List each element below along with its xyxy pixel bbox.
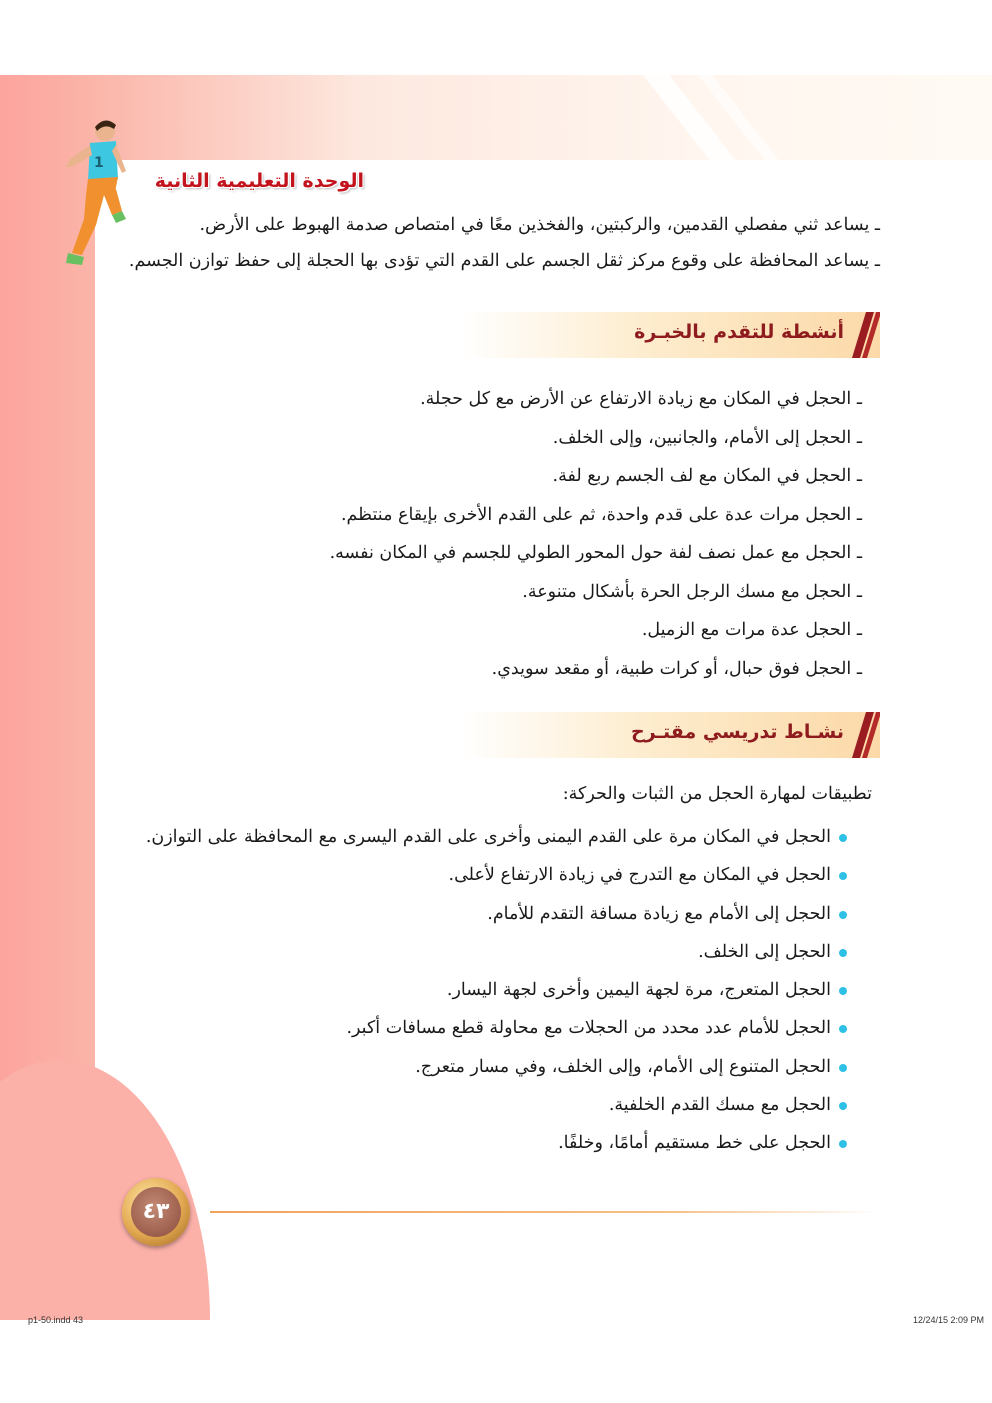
heading-stripes-icon	[852, 312, 880, 358]
list-item	[127, 971, 847, 1009]
bullet-dot-icon	[839, 834, 847, 842]
list-item: ـ الحجل مع مسك الرجل الحرة بأشكال متنوعة.	[162, 573, 862, 612]
bullet-dot-icon	[839, 1102, 847, 1110]
section-heading-activity	[460, 712, 880, 758]
suggested-activity-list	[127, 818, 847, 1163]
list-item: ـ الحجل مرات عدة على قدم واحدة، ثم على القدم الأخرى بإيقاع منتظم.	[162, 496, 862, 535]
page-number: ٤٣	[131, 1187, 181, 1237]
bullet-dot-icon	[839, 987, 847, 995]
bullet-dot-icon	[839, 1064, 847, 1072]
section-title: نشـاط تدريسي مقتـرح	[631, 721, 844, 743]
list-item-text: الحجل إلى الخلف.	[698, 941, 831, 962]
progress-activities-list	[162, 380, 862, 688]
list-item	[127, 1048, 847, 1086]
list-item	[127, 1009, 847, 1047]
list-item-text: الحجل في المكان مرة على القدم اليمنى وأخرى على القدم اليسرى مع المحافظة على التوازن.	[145, 827, 831, 847]
list-item	[127, 818, 847, 856]
intro-line: ـ يساعد المحافظة على وقوع مركز ثقل الجسم على القدم التي تؤدى بها الحجلة إلى حفظ توازن الجسم.	[128, 251, 880, 271]
list-item	[127, 856, 847, 894]
list-item-text: الحجل على خط مستقيم أمامًا، وخلفًا.	[558, 1133, 831, 1154]
heading-stripes-icon	[852, 712, 880, 758]
bullet-dot-icon	[839, 911, 847, 919]
section-title: أنشطة للتقدم بالخبـرة	[634, 321, 844, 343]
activity-intro: تطبيقات لمهارة الحجل من الثبات والحركة:	[562, 784, 872, 804]
list-item	[127, 933, 847, 971]
print-slug-file: p1-50.indd 43	[28, 1315, 84, 1325]
list-item-text: الحجل للأمام عدد محدد من الحجلات مع محاولة قطع مسافات أكبر.	[346, 1018, 831, 1039]
list-item-text: الحجل المتعرج، مرة لجهة اليمين وأخرى لجهة اليسار.	[446, 980, 831, 1001]
list-item: ـ الحجل إلى الأمام، والجانبين، وإلى الخلف.	[162, 419, 862, 458]
list-item	[127, 895, 847, 933]
section-heading-progress	[460, 312, 880, 358]
list-item	[127, 1124, 847, 1162]
boy-hopping-illustration	[60, 115, 130, 277]
list-item: ـ الحجل في المكان مع لف الجسم ربع لفة.	[162, 457, 862, 496]
print-slug-date: 12/24/15 2:09 PM	[912, 1315, 984, 1325]
list-item: ـ الحجل عدة مرات مع الزميل.	[162, 611, 862, 650]
bullet-dot-icon	[839, 1140, 847, 1148]
intro-paragraph	[128, 207, 880, 279]
list-item-text: الحجل إلى الأمام مع زيادة مسافة التقدم للأمام.	[487, 903, 831, 924]
list-item-text: الحجل في المكان مع التدرج في زيادة الارتفاع لأعلى.	[448, 865, 831, 886]
page-number-badge	[122, 1178, 190, 1246]
svg-text:1: 1	[94, 155, 104, 171]
list-item-text: الحجل المتنوع إلى الأمام، وإلى الخلف، وفي مسار متعرج.	[415, 1056, 831, 1077]
list-item: ـ الحجل في المكان مع زيادة الارتفاع عن الأرض مع كل حجلة.	[162, 380, 862, 419]
unit-title: الوحدة التعليمية الثانية	[154, 170, 364, 192]
list-item: ـ الحجل فوق حبال، أو كرات طبية، أو مقعد سويدي.	[162, 650, 862, 689]
list-item	[127, 1086, 847, 1124]
list-item: ـ الحجل مع عمل نصف لفة حول المحور الطولي للجسم في المكان نفسه.	[162, 534, 862, 573]
intro-line: ـ يساعد ثني مفصلي القدمين، والركبتين، والفخذين معًا في امتصاص صدمة الهبوط على الأرض.	[199, 215, 880, 235]
footer-divider	[210, 1211, 878, 1213]
bullet-dot-icon	[839, 949, 847, 957]
bullet-dot-icon	[839, 872, 847, 880]
bullet-dot-icon	[839, 1025, 847, 1033]
list-item-text: الحجل مع مسك القدم الخلفية.	[608, 1095, 831, 1116]
